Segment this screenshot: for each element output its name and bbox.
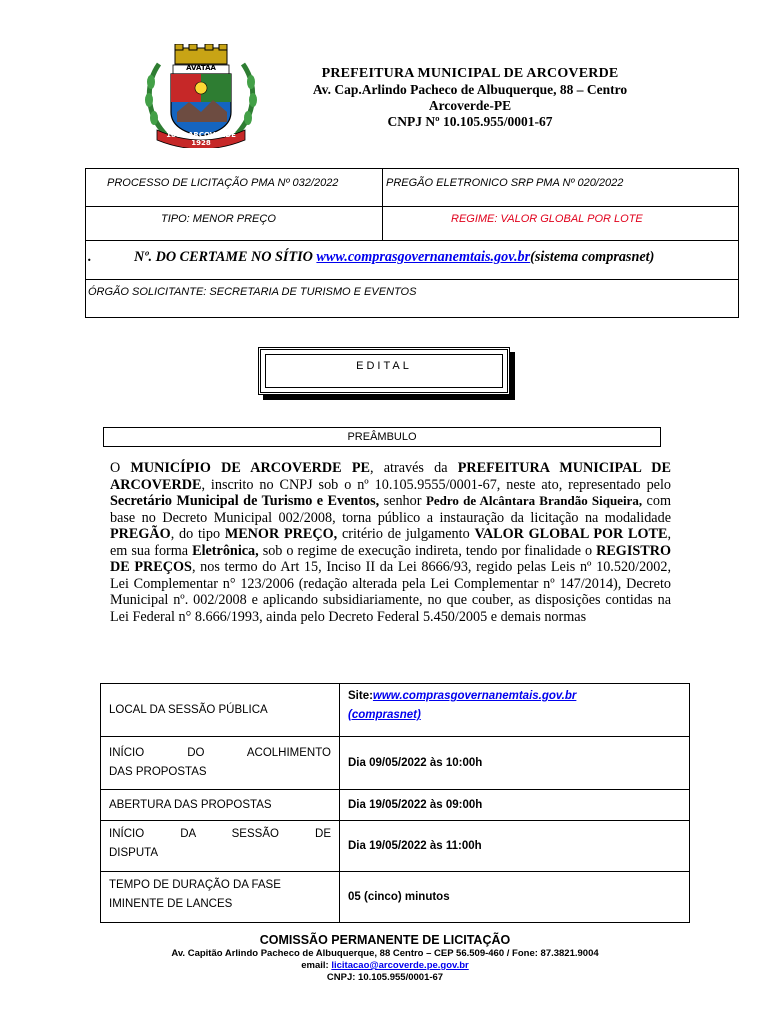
footer-title: COMISSÃO PERMANENTE DE LICITAÇÃO [259,933,511,947]
municipal-crest-logo [137,44,265,148]
preamble-text: , em sua forma [110,526,672,559]
table-row [101,684,690,737]
preambulo-label: PREÂMBULO [347,431,417,443]
local-sessao-value [340,684,690,737]
preamble-bold: Eletrônica, [192,542,259,559]
letterhead [270,66,670,130]
preamble-bold: Secretário Municipal de Turismo e Eventos, [110,493,380,509]
table-row [101,872,690,923]
orgao-solicitante-text: ÓRGÃO SOLICITANTE: SECRETARIA DE TURISMO E EVENTOS [88,286,417,298]
preamble-text: , do tipo [170,526,225,542]
preamble-bold: MUNICÍPIO DE ARCOVERDE PE [130,460,370,476]
crest-banner-text: AVATAÁ [186,64,216,72]
inicio-acolhimento-line2: DAS PROPOSTAS [109,766,207,778]
preamble-text: com base no Decreto Municipal 002/2008, torna público a instauração da licitação na modalidade [110,493,671,526]
abertura-propostas-value: Dia 19/05/2022 às 09:00h [340,790,690,821]
inicio-acolhimento-value: Dia 09/05/2022 às 10:00h [340,737,690,790]
preamble-text: , nos termo do Art 15, Inciso II da Lei 8666/93, regido pelas Leis nº 10.520/2002, Lei Complementar n° 123/2006 (redação alterada pela Lei Complementar nº 147/2014), Decreto Municipal nº. 002/2008 e aplicando subsidiariamente, no que couber, as disposições contidas na Lei Federal n° 8.666/1993, ainda pelo Decreto Federal 5.450/2005 e demais normas [110,559,672,625]
edital-box [258,347,510,395]
tempo-duracao-line1: TEMPO DE DURAÇÃO DA FASE [109,879,281,891]
inicio-sessao-line1: INÍCIO DA SESSÃO DE [109,828,331,840]
session-schedule-table [100,683,690,923]
footer-email-prefix: email: [301,960,332,971]
table-row [101,790,690,821]
preamble-text: , inscrito no CNPJ sob o nº 10.105.9555/0001-67, neste ato, representado pelo [201,476,671,493]
local-sessao-label: LOCAL DA SESSÃO PÚBLICA [101,684,340,737]
preamble-text: O [110,460,131,476]
inicio-sessao-line2: DISPUTA [109,847,158,859]
pregao-text: PREGÃO ELETRONICO SRP PMA Nº 020/2022 [386,177,624,189]
footer-address: Av. Capitão Arlindo Pacheco de Albuquerque, 88 Centro – CEP 56.509-460 / Fone: 87.3821.9004 [171,948,599,959]
preambulo-box [103,427,661,447]
inicio-sessao-value: Dia 19/05/2022 às 11:00h [340,821,690,872]
tempo-duracao-value: 05 (cinco) minutos [340,872,690,923]
site-link[interactable]: www.comprasgovernanemtais.gov.br [372,690,577,702]
abertura-propostas-label: ABERTURA DAS PROPOSTAS [101,790,340,821]
inicio-acolhimento-line1: INÍCIO DO ACOLHIMENTO [109,747,331,759]
table-row [101,821,690,872]
table-row [101,737,690,790]
preamble-text: critério de julgamento [337,526,475,542]
preamble-bold: PREGÃO [110,526,171,542]
site-link-comprasnet[interactable]: (comprasnet) [348,709,421,721]
inicio-sessao-label [101,821,340,872]
tempo-duracao-line2: IMINENTE DE LANCES [109,898,233,910]
letterhead-address: Av. Cap.Arlindo Pacheco de Albuquerque, 88 – Centro [312,82,628,97]
certame-dot: . [88,249,92,265]
processo-text: PROCESSO DE LICITAÇÃO PMA Nº 032/2022 [107,177,339,189]
letterhead-cnpj: CNPJ Nº 10.105.955/0001-67 [387,114,553,129]
footer-cnpj: CNPJ: 10.105.955/0001-67 [326,972,444,983]
tempo-duracao-label [101,872,340,923]
letterhead-city: Arcoverde-PE [428,98,512,113]
preamble-bold: REGISTRO DE PREÇOS [110,542,671,575]
certame-prefix: Nº. DO CERTAME NO SÍTIO [134,249,317,265]
regime-text: REGIME: VALOR GLOBAL POR LOTE [451,213,643,225]
preamble-bold: VALOR GLOBAL POR LOTE [474,526,668,542]
preamble-text: sob o regime de execução indireta, tendo por finalidade o [258,542,597,559]
info-grid [85,168,739,318]
site-prefix: Site: [348,690,373,702]
edital-label: EDITAL [356,360,412,372]
preamble-paragraph [110,460,671,625]
preamble-bold: Pedro de Alcântara Brandão Siqueira, [425,493,643,508]
certame-suffix: (sistema comprasnet) [530,249,655,265]
letterhead-title: PREFEITURA MUNICIPAL DE ARCOVERDE [321,66,619,81]
inicio-acolhimento-label [101,737,340,790]
tipo-text: TIPO: MENOR PREÇO [161,213,276,225]
crest-ribbon-text: 1865 ARCOVERDE 1928 [166,131,236,147]
footer [0,932,770,984]
preamble-text: , através da [369,460,458,476]
footer-email-line [0,960,770,972]
preamble-text: senhor [379,493,426,509]
certame-site-link[interactable]: www.comprasgovernanemtais.gov.br [316,249,531,265]
footer-email-link[interactable]: licitacao@arcoverde.pe.gov.br [331,960,469,971]
preamble-bold: PREFEITURA MUNICIPAL DE ARCOVERDE [110,460,672,493]
preamble-bold: MENOR PREÇO, [224,526,338,542]
